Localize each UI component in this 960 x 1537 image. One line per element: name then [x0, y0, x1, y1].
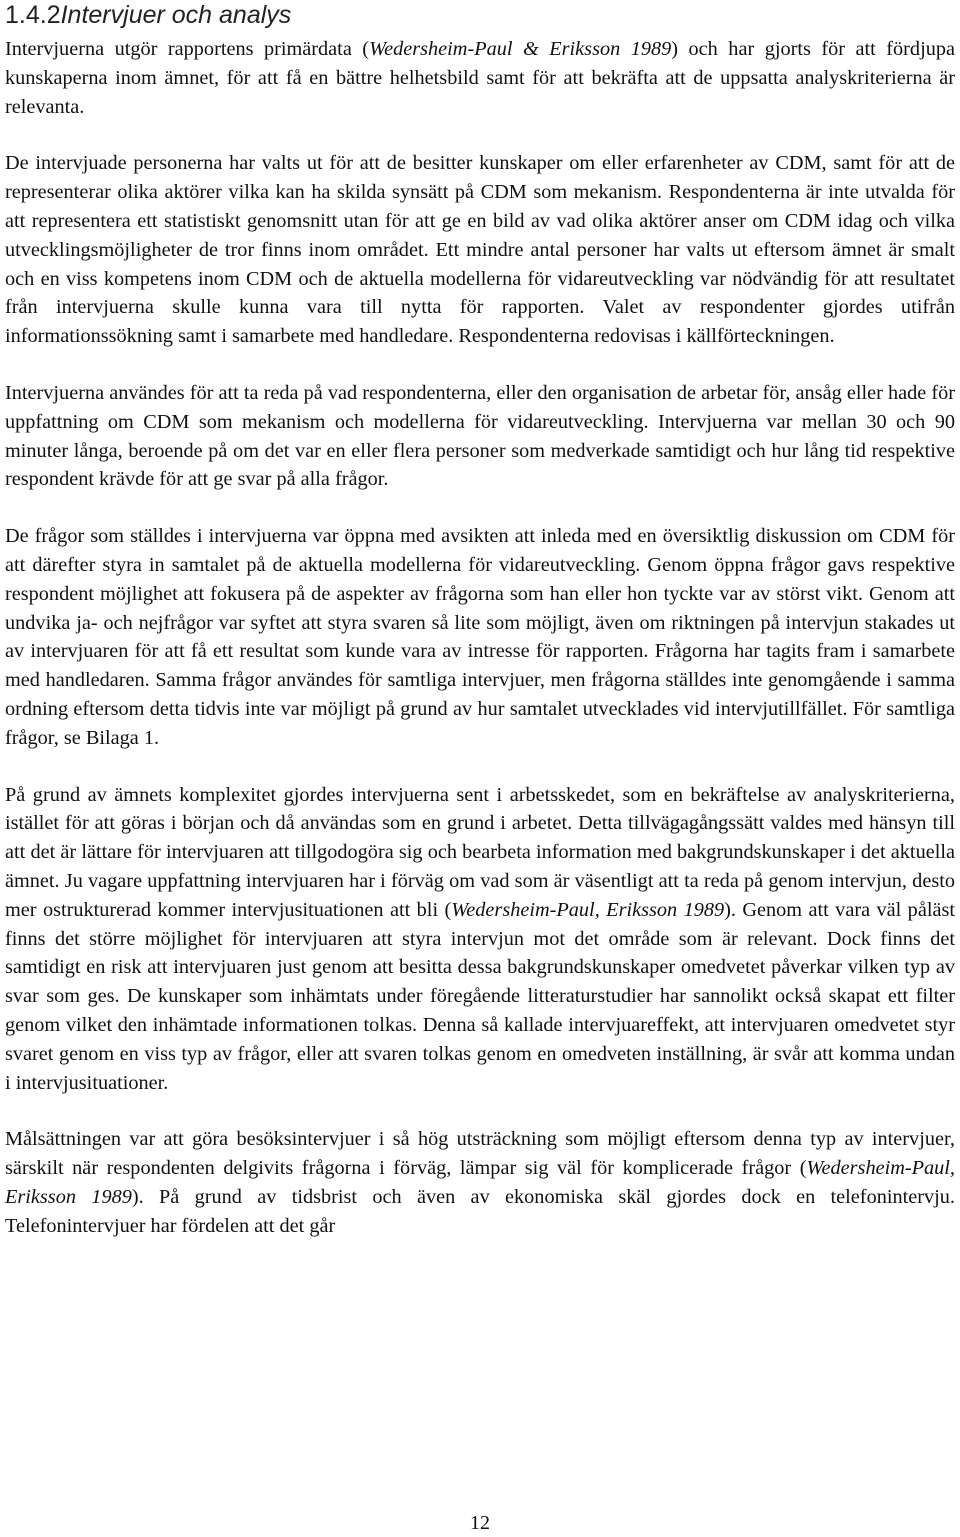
paragraph-text: ) och har gjorts för att fördjupa kunskaperna inom ämnet, för att få en bättre helhetsbild samt för att bekräfta att de uppsatta analyskriterierna är relevanta.: [5, 38, 955, 118]
section-number: 1.4.2: [5, 1, 61, 29]
document-page: [5, 0, 955, 1240]
paragraph-complexity: [5, 781, 955, 1098]
section-heading: [5, 0, 955, 30]
paragraph-text: ). På grund av tidsbrist och även av ekonomiska skäl gjordes dock en telefonintervju. Telefonintervjuer har fördelen att det går: [5, 1185, 955, 1237]
citation: Wedersheim-Paul & Eriksson 1989: [369, 38, 672, 60]
paragraph-intro: [5, 35, 955, 121]
citation: Wedersheim-Paul, Eriksson 1989: [451, 898, 725, 921]
paragraph-text: Intervjuerna utgör rapportens primärdata (: [5, 38, 370, 60]
paragraph-interview-use: Intervjuerna användes för att ta reda på vad respondenterna, eller den organisation de arbetar för, ansåg eller hade för uppfattning om CDM som mekanism och modellerna för vidareutveckling. Intervjuerna var mellan 30 och 90 minuter långa, beroende på om det var en eller flera personer som medverkade samtidigt och hur lång tid respektive respondent krävde för att ge svar på alla frågor.: [5, 381, 955, 491]
section-title: Intervjuer och analys: [60, 1, 292, 29]
paragraph-text: ). Genom att vara väl påläst finns det större möjlighet för intervjuaren att styra intervjun mot det område som är relevant. Dock finns det samtidigt en risk att intervjuaren just genom att besitta dessa bakgrundskunskaper omedvetet påverkar vilken typ av svar som ges. De kunskaper som inhämtats under föregående litteraturstudier har sannolikt också skapat ett filter genom vilket den inhämtade informationen tolkas. Denna så kallade intervjuareffekt, att intervjuaren omedvetet styr svaret genom en viss typ av frågor, eller att svaren tolkas genom en omedveten inställning, är svår att komma undan i intervjusituationer.: [5, 898, 955, 1094]
paragraph-questions: De frågor som ställdes i intervjuerna var öppna med avsikten att inleda med en översiktlig diskussion om CDM för att därefter styra in samtalet på de aktuella modellerna för vidareutveckling. Genom öppna frågor gavs respektive respondent möjlighet att fokusera på de aspekter av frågorna som han eller hon tyckte var av störst vikt. Genom att undvika ja- och nejfrågor var syftet att styra svaren så lite som möjligt, även om riktningen på intervjun stakades ut av intervjuaren för att få ett resultat som kunde vara av intresse för rapporten. Frågorna har tagits fram i samarbete med handledaren. Samma frågor användes för samtliga intervjuer, men frågorna ställdes inte genomgående i samma ordning eftersom detta tidvis inte var möjligt på grund av hur samtalet utvecklades vid intervjutillfället. För samtliga frågor, se Bilaga 1.: [5, 525, 955, 749]
paragraph-text: Målsättningen var att göra besöksintervjuer i så hög utsträckning som möjligt eftersom denna typ av intervjuer, särskilt när respondenten delgivits frågorna i förväg, lämpar sig väl för komplicerade frågor (: [5, 1128, 955, 1180]
paragraph-interview-type: [5, 1125, 955, 1240]
page-number: 12: [470, 1512, 490, 1534]
paragraph-text: På grund av ämnets komplexitet gjordes intervjuerna sent i arbetsskedet, som en bekräftelse av analyskriterierna, istället för att göras i början och då användas som en grund i arbetet. Detta tillvägagångssätt valdes med hänsyn till att det är lättare för intervjuaren att tillgodogöra sig och bearbeta information med bakgrundskunskaper i det aktuella ämnet. Ju vagare uppfattning intervjuaren har i förväg om vad som är väsentligt att ta reda på genom intervjun, desto mer ostrukturerad kommer intervjusituationen att bli (: [5, 783, 955, 921]
citation: Wedersheim-Paul, Eriksson 1989: [5, 1157, 955, 1208]
paragraph-respondents: De intervjuade personerna har valts ut för att de besitter kunskaper om eller erfarenheter av CDM, samt för att de representerar olika aktörer vilka kan ha skilda synsätt på CDM som mekanism. Respondenterna är inte utvalda för att representera ett statistiskt genomsnitt utan för att ge en bild av vad olika aktörer anser om CDM idag och vilka utvecklingsmöjligheter de tror finns inom området. Ett mindre antal personer har valts ut eftersom ämnet är smalt och en viss kompetens inom CDM och de aktuella modellerna för vidareutveckling var nödvändig för att resultatet från intervjuerna skulle kunna vara till nytta för rapporten. Valet av respondenter gjordes utifrån informationssökning samt i samarbete med handledare. Respondenterna redovisas i källförteckningen.: [5, 152, 955, 348]
